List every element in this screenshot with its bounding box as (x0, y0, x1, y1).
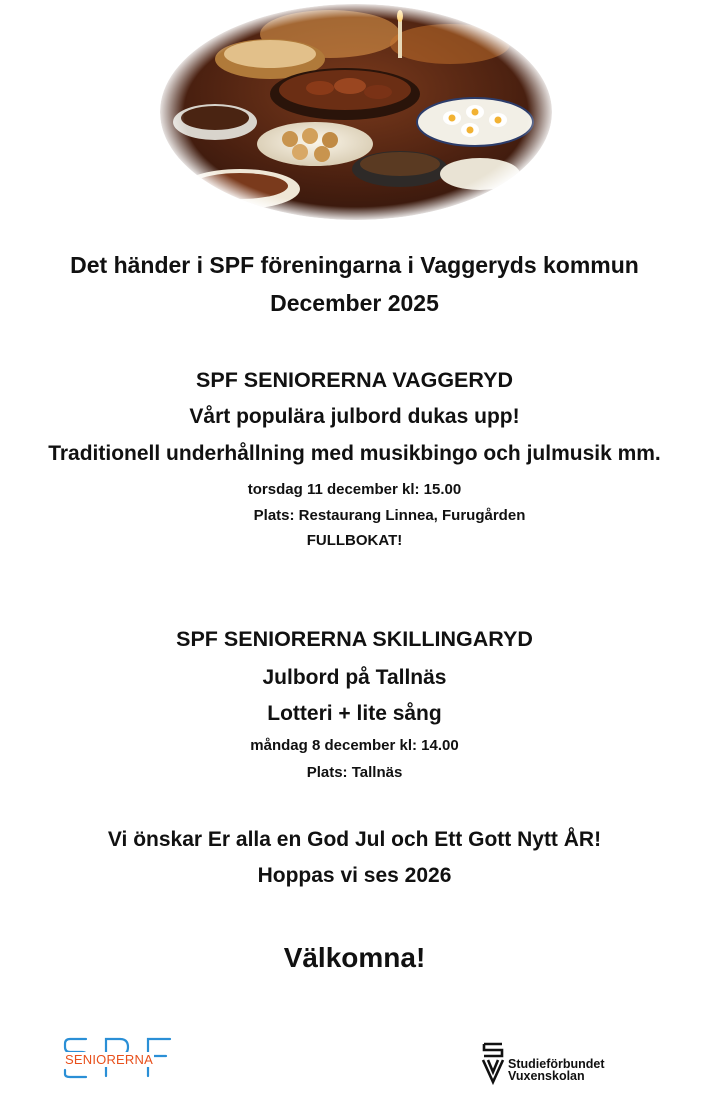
event2-description-2: Lotteri + lite sång (267, 702, 442, 725)
studieforbundet-vuxenskolan-logo (480, 1040, 630, 1086)
page-title: Det händer i SPF föreningarna i Vaggeryds kommun (70, 252, 639, 278)
sv-logo-text (508, 1058, 605, 1082)
event2-date: måndag 8 december kl: 14.00 (250, 737, 459, 754)
event2-title: SPF SENIORERNA SKILLINGARYD (176, 627, 533, 651)
julbord-illustration (160, 4, 552, 220)
welcome-text: Välkomna! (283, 942, 426, 973)
header-photo-julbord (160, 4, 552, 220)
sv-logo-mark (480, 1040, 508, 1086)
event2-place: Plats: Tallnäs (306, 764, 403, 781)
spf-seniorerna-logo (62, 1036, 174, 1084)
event1-status: FULLBOKAT! (306, 532, 403, 549)
greeting-line-1: Vi önskar Er alla en God Jul och Ett Gott Nytt ÅR! (107, 828, 602, 851)
page-subtitle-month: December 2025 (270, 290, 439, 316)
event1-title: SPF SENIORERNA VAGGERYD (196, 368, 513, 392)
event1-description-2: Traditionell underhållning med musikbingo och julmusik mm. (48, 442, 661, 465)
greeting-line-2: Hoppas vi ses 2026 (257, 864, 452, 887)
event1-date: torsdag 11 december kl: 15.00 (247, 481, 462, 498)
event1-description-1: Vårt populära julbord dukas upp! (189, 405, 520, 428)
spf-logo-subtext: SENIORERNA (65, 1052, 153, 1067)
event2-description-1: Julbord på Tallnäs (262, 666, 447, 689)
event1-place: Plats: Restaurang Linnea, Furugården (253, 507, 526, 524)
sv-logo-line2: Vuxenskolan (508, 1069, 585, 1083)
sv-logo-line1: Studieförbundet (508, 1057, 605, 1071)
